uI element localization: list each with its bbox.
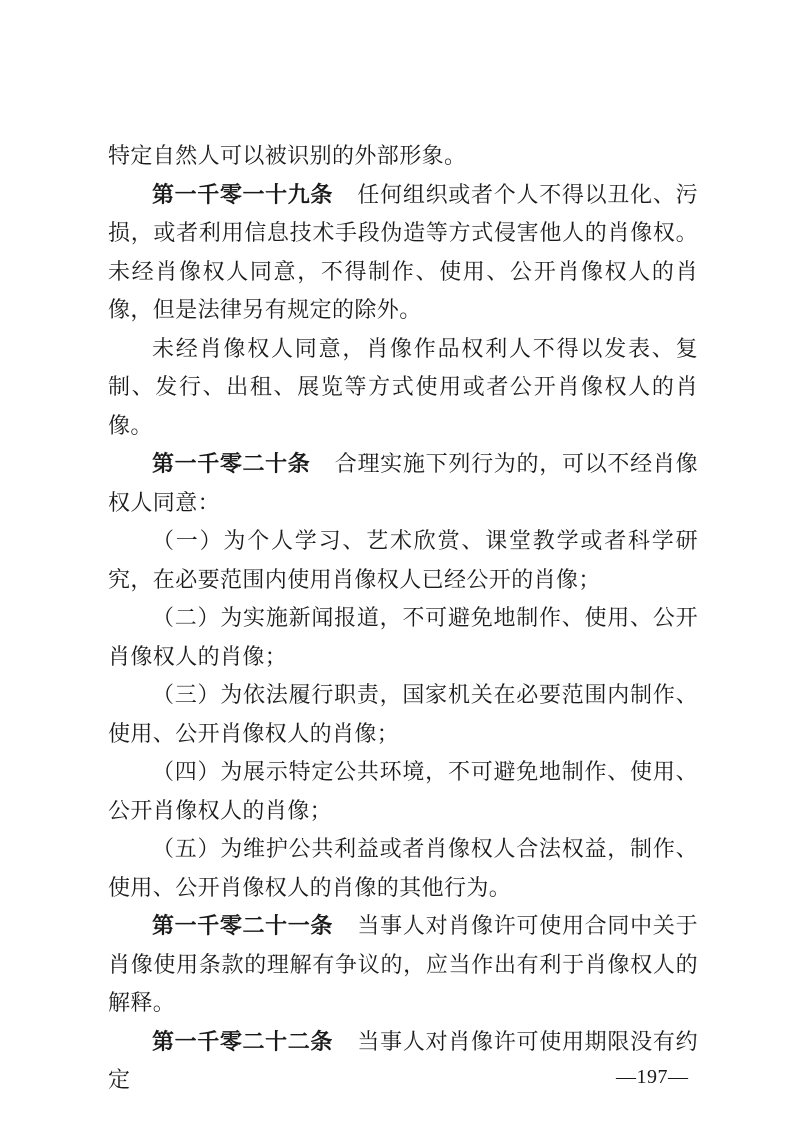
article-1019 bbox=[108, 177, 698, 331]
paragraph-text: 特定自然人可以被识别的外部形象。 bbox=[108, 144, 467, 169]
paragraph-text: （三）为依法履行职责，国家机关在必要范围内制作、使用、公开肖像权人的肖像； bbox=[108, 683, 698, 747]
article-heading: 第一千零二十一条 bbox=[152, 914, 334, 939]
list-item-2 bbox=[108, 600, 698, 677]
list-item-1 bbox=[108, 523, 698, 600]
list-item-3 bbox=[108, 677, 698, 754]
paragraph-text: （四）为展示特定公共环境，不可避免地制作、使用、公开肖像权人的肖像； bbox=[108, 760, 698, 824]
paragraph-text: （二）为实施新闻报道，不可避免地制作、使用、公开肖像权人的肖像； bbox=[108, 606, 698, 670]
article-heading: 第一千零二十二条 bbox=[152, 1029, 334, 1055]
paragraph-text: （一）为个人学习、艺术欣赏、课堂教学或者科学研究，在必要范围内使用肖像权人已经公开的肖像； bbox=[108, 529, 698, 593]
paragraph-text: 任何组织或者个人不得以丑化、污损，或者利用信息技术手段伪造等方式侵害他人的肖像权。未经肖像权人同意，不得制作、使用、公开肖像权人的肖像，但是法律另有规定的除外。 bbox=[108, 182, 698, 323]
article-heading: 第一千零一十九条 bbox=[152, 182, 334, 208]
list-item-4 bbox=[108, 754, 698, 831]
article-1020 bbox=[108, 446, 698, 523]
page-number: —197— bbox=[616, 1066, 689, 1088]
list-item-5 bbox=[108, 831, 698, 908]
article-heading: 第一千零二十条 bbox=[152, 452, 311, 477]
paragraph-continuation bbox=[108, 138, 698, 177]
paragraph bbox=[108, 331, 698, 447]
paragraph-text: （五）为维护公共利益或者肖像权人合法权益，制作、使用、公开肖像权人的肖像的其他行为。 bbox=[108, 837, 698, 901]
paragraph-text: 合理实施下列行为的，可以不经肖像权人同意： bbox=[108, 452, 698, 516]
paragraph-text: 未经肖像权人同意，肖像作品权利人不得以发表、复制、发行、出租、展览等方式使用或者公开肖像权人的肖像。 bbox=[108, 336, 698, 439]
article-1022 bbox=[108, 1024, 698, 1101]
paragraph-text: 当事人对肖像许可使用期限没有约定 bbox=[108, 1029, 698, 1093]
text-body bbox=[108, 138, 698, 1101]
paragraph-text: 当事人对肖像许可使用合同中关于肖像使用条款的理解有争议的，应当作出有利于肖像权人的解释。 bbox=[108, 914, 698, 1016]
article-1021 bbox=[108, 908, 698, 1024]
